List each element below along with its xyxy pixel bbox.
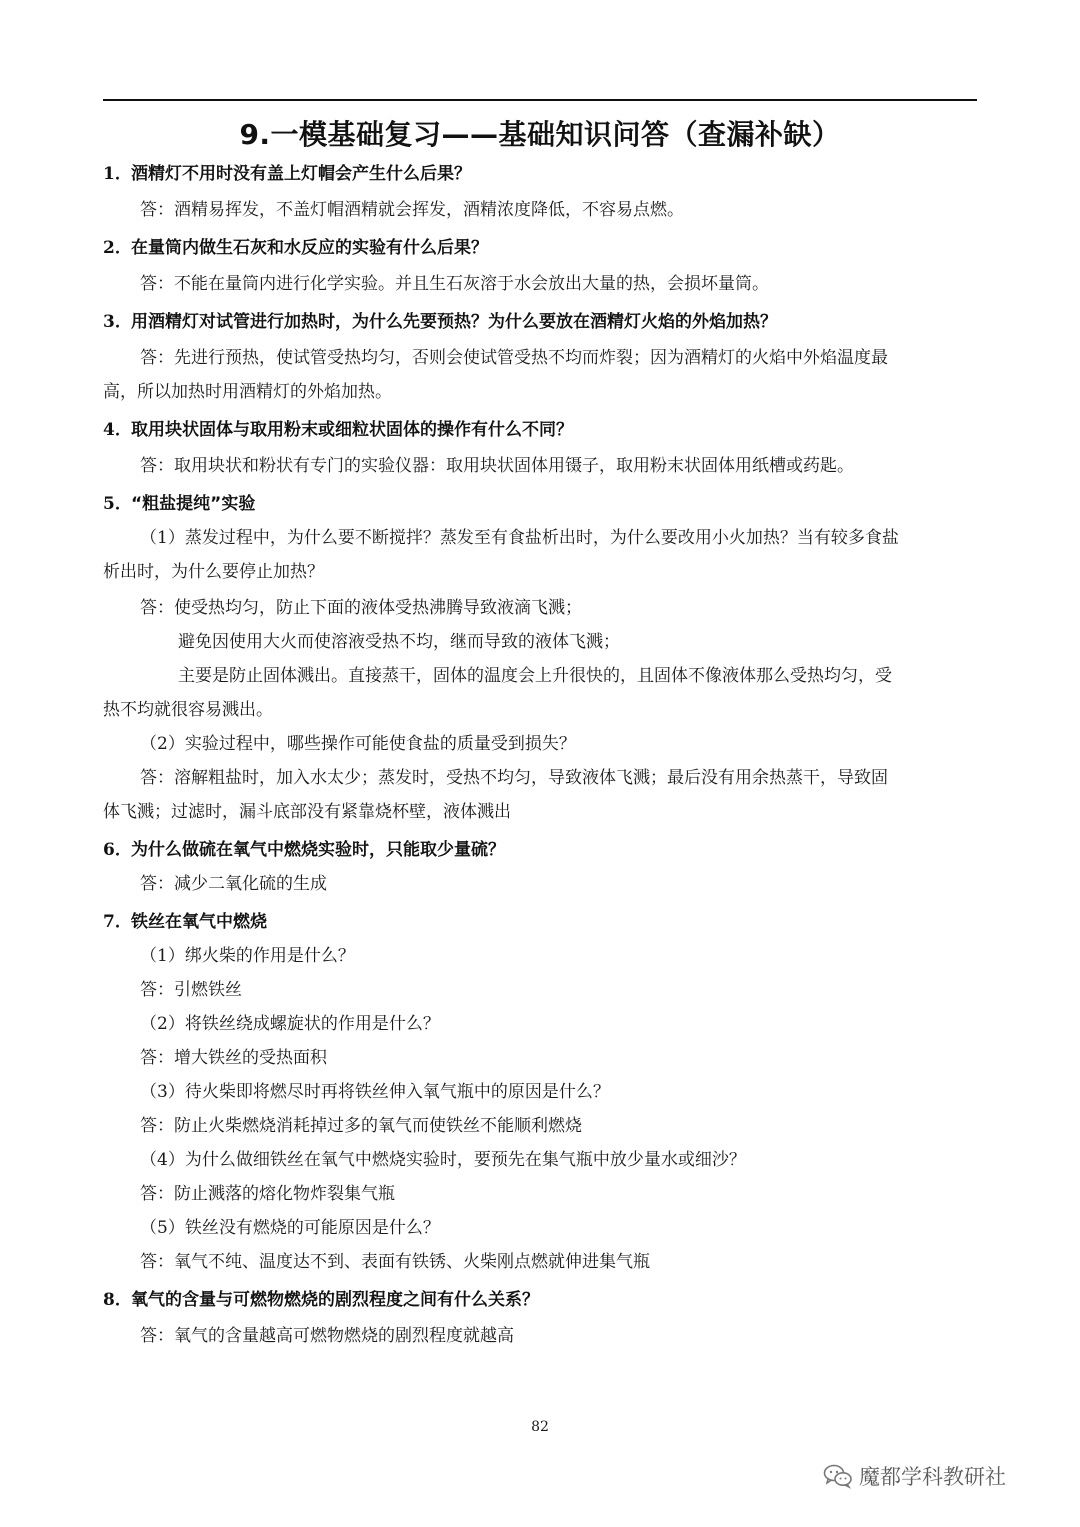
line-text: 高，所以加热时用酒精灯的外焰加热。	[103, 382, 392, 402]
line-text: 主要是防止固体溅出。直接蒸干，固体的温度会上升很快的，且固体不像液体那么受热均匀，受	[178, 666, 892, 686]
line-text: 答：溶解粗盐时，加入水太少；蒸发时，受热不均匀，导致液体飞溅；最后没有用余热蒸干，导致固	[140, 768, 888, 788]
line-text: 答：先进行预热，使试管受热均匀，否则会使试管受热不均而炸裂；因为酒精灯的火焰中外焰温度最	[140, 348, 888, 368]
text-line	[103, 801, 511, 823]
page-title: 9.一模基础复习——基础知识问答（查漏补缺）	[239, 118, 841, 151]
question-heading	[103, 419, 573, 441]
page-number: 82	[531, 1419, 549, 1435]
line-text: 体飞溅；过滤时，漏斗底部没有紧靠烧杯壁，液体溅出	[103, 802, 511, 822]
question-number: 3．	[103, 312, 132, 332]
question-heading	[103, 493, 255, 515]
line-text: 答：氧气不纯、温度达不到、表面有铁锈、火柴刚点燃就伸进集气瓶	[140, 1252, 650, 1272]
question-text: 为什么做硫在氧气中燃烧实验时，只能取少量硫？	[131, 840, 505, 860]
text-line	[140, 1013, 440, 1035]
text-line	[140, 1251, 650, 1273]
text-line	[140, 1183, 395, 1205]
watermark	[823, 1461, 1006, 1491]
line-text: 避免因使用大火而使溶液受热不均，继而导致的液体飞溅；	[178, 632, 620, 652]
text-line	[140, 347, 888, 369]
text-line	[103, 381, 392, 403]
line-text: （2）将铁丝绕成螺旋状的作用是什么？	[140, 1014, 440, 1034]
line-text: 析出时，为什么要停止加热？	[103, 562, 324, 582]
question-text: 铁丝在氧气中燃烧	[131, 912, 267, 932]
question-text: “粗盐提纯”实验	[131, 494, 256, 514]
top-rule	[103, 99, 977, 101]
watermark-text: 魔都学科教研社	[859, 1465, 1006, 1489]
line-text: 热不均就很容易溅出。	[103, 700, 273, 720]
question-number: 1．	[103, 164, 132, 184]
question-heading	[103, 911, 267, 933]
text-line	[140, 597, 582, 619]
line-text: （2）实验过程中，哪些操作可能使食盐的质量受到损失？	[140, 734, 576, 754]
question-heading	[103, 163, 471, 185]
question-text: 酒精灯不用时没有盖上灯帽会产生什么后果？	[131, 164, 471, 184]
line-text: （5）铁丝没有燃烧的可能原因是什么？	[140, 1218, 440, 1238]
question-text: 用酒精灯对试管进行加热时，为什么先要预热？为什么要放在酒精灯火焰的外焰加热？	[131, 312, 777, 332]
question-number: 8．	[103, 1290, 132, 1310]
text-line	[140, 199, 684, 221]
question-number: 2．	[103, 238, 132, 258]
line-text: 答：防止火柴燃烧消耗掉过多的氧气而使铁丝不能顺利燃烧	[140, 1116, 582, 1136]
text-line	[103, 561, 324, 583]
line-text: 答：减少二氧化硫的生成	[140, 874, 327, 894]
question-number: 4．	[103, 420, 132, 440]
text-line	[140, 945, 355, 967]
text-line	[140, 873, 327, 895]
line-text: （1）蒸发过程中，为什么要不断搅拌？蒸发至有食盐析出时，为什么要改用小火加热？当有较多食盐	[140, 528, 899, 548]
question-heading	[103, 1289, 539, 1311]
text-line	[140, 455, 854, 477]
text-line	[140, 733, 576, 755]
line-text: 答：引燃铁丝	[140, 980, 242, 1000]
line-text: （3）待火柴即将燃尽时再将铁丝伸入氧气瓶中的原因是什么？	[140, 1082, 610, 1102]
question-heading	[103, 839, 505, 861]
question-number: 5．	[103, 494, 132, 514]
text-line	[140, 1325, 514, 1347]
text-line	[140, 273, 769, 295]
text-line	[178, 665, 892, 687]
question-text: 氧气的含量与可燃物燃烧的剧烈程度之间有什么关系？	[131, 1290, 539, 1310]
text-line	[103, 699, 273, 721]
text-line	[140, 1149, 746, 1171]
line-text: 答：取用块状和粉状有专门的实验仪器：取用块状固体用镊子，取用粉末状固体用纸槽或药匙。	[140, 456, 854, 476]
question-number: 7．	[103, 912, 132, 932]
text-line	[140, 1217, 440, 1239]
line-text: （1）绑火柴的作用是什么？	[140, 946, 355, 966]
line-text: 答：防止溅落的熔化物炸裂集气瓶	[140, 1184, 395, 1204]
text-line	[140, 527, 899, 549]
line-text: 答：使受热均匀，防止下面的液体受热沸腾导致液滴飞溅；	[140, 598, 582, 618]
line-text: 答：酒精易挥发，不盖灯帽酒精就会挥发，酒精浓度降低，不容易点燃。	[140, 200, 684, 220]
line-text: 答：氧气的含量越高可燃物燃烧的剧烈程度就越高	[140, 1326, 514, 1346]
question-text: 在量筒内做生石灰和水反应的实验有什么后果？	[131, 238, 488, 258]
text-line	[178, 631, 620, 653]
question-number: 6．	[103, 840, 132, 860]
question-heading	[103, 237, 488, 259]
text-line	[140, 767, 888, 789]
text-line	[140, 1047, 327, 1069]
text-line	[140, 1115, 582, 1137]
text-line	[140, 1081, 610, 1103]
wechat-icon	[823, 1463, 853, 1489]
question-text: 取用块状固体与取用粉末或细粒状固体的操作有什么不同？	[131, 420, 573, 440]
question-heading	[103, 311, 777, 333]
text-line	[140, 979, 242, 1001]
line-text: 答：增大铁丝的受热面积	[140, 1048, 327, 1068]
line-text: （4）为什么做细铁丝在氧气中燃烧实验时，要预先在集气瓶中放少量水或细沙？	[140, 1150, 746, 1170]
line-text: 答：不能在量筒内进行化学实验。并且生石灰溶于水会放出大量的热，会损坏量筒。	[140, 274, 769, 294]
